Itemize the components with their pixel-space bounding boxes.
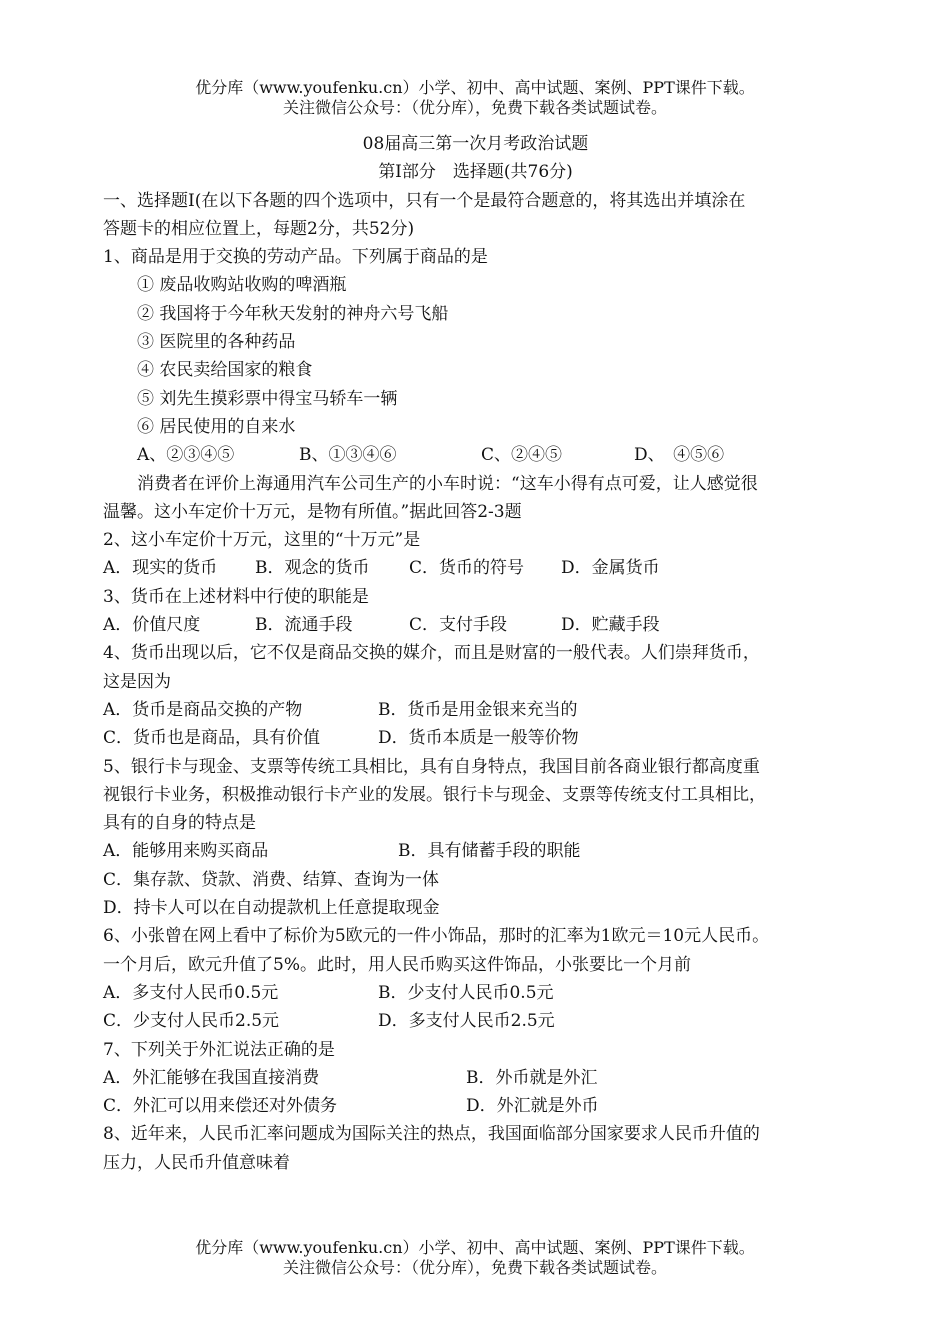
question-1-option-b: B、①③④⑥: [299, 445, 397, 466]
question-4-option-c: C．货币也是商品，具有价值: [103, 728, 321, 749]
question-6-option-b: B．少支付人民币0.5元: [378, 982, 554, 1003]
question-4-option-a: A．货币是商品交换的产物: [103, 699, 303, 720]
question-3-option-a: A．价值尺度: [103, 615, 201, 636]
question-8-stem-line-1: 8、近年来，人民币汇率问题成为国际关注的热点，我国面临部分国家要求人民币升值的: [103, 1124, 760, 1145]
question-1-item-3: ③ 医院里的各种药品: [137, 332, 296, 353]
question-5-stem-line-2: 视银行卡业务，积极推动银行卡产业的发展。银行卡与现金、支票等传统支付工具相比，: [103, 784, 766, 805]
question-2-option-c: C．货币的符号: [409, 558, 525, 579]
question-3-option-b: B．流通手段: [255, 615, 353, 636]
question-6-option-d: D．多支付人民币2.5元: [378, 1011, 555, 1032]
question-1-option-d: D、 ④⑤⑥: [634, 445, 725, 466]
question-4-stem-line-2: 这是因为: [103, 671, 171, 692]
header-line-2: 关注微信公众号：（优分库），免费下载各类试题试卷。: [282, 98, 667, 117]
question-1-options: [103, 441, 848, 469]
section-heading-line-2: 答题卡的相应位置上，每题2分，共52分): [103, 218, 415, 239]
question-1-option-a: A、②③④⑤: [137, 445, 235, 466]
question-5-option-b: B．具有储蓄手段的职能: [398, 841, 581, 862]
material-line-1: 消费者在评价上海通用汽车公司生产的小车时说：“这车小得有点可爱，让人感觉很: [137, 473, 758, 494]
question-7-option-c: C．外汇可以用来偿还对外债务: [103, 1096, 338, 1117]
question-7-options-row-2: [103, 1092, 848, 1120]
question-2-option-a: A．现实的货币: [103, 558, 218, 579]
header-line-1: 优分库（www.youfenku.cn）小学、初中、高中试题、案例、PPT课件下载。: [195, 78, 755, 97]
question-4-options-row-2: [103, 724, 848, 752]
question-4-stem-line-1: 4、货币出现以后，它不仅是商品交换的媒介，而且是财富的一般代表。人们崇拜货币，: [103, 643, 760, 664]
doc-title: 08届高三第一次月考政治试题: [362, 134, 589, 154]
question-3-options: [103, 611, 848, 639]
question-4-option-b: B．货币是用金银来充当的: [378, 699, 578, 720]
question-1-stem: 1、商品是用于交换的劳动产品。下列属于商品的是: [103, 247, 488, 268]
question-6-stem-line-1: 6、小张曾在网上看中了标价为5欧元的一件小饰品，那时的汇率为1欧元＝10元人民币。: [103, 926, 770, 947]
page-header: [0, 78, 950, 118]
question-6-option-a: A．多支付人民币0.5元: [103, 982, 279, 1003]
question-8-stem-line-2: 压力，人民币升值意味着: [103, 1152, 290, 1173]
material-line-2: 温馨。这小车定价十万元，是物有所值。”据此回答2-3题: [103, 501, 522, 522]
question-5-options-row-1: [103, 837, 848, 865]
question-3-option-c: C．支付手段: [409, 615, 508, 636]
question-7-options-row-1: [103, 1064, 848, 1092]
question-1-item-1: ① 废品收购站收购的啤酒瓶: [137, 275, 347, 296]
question-2-options: [103, 554, 848, 582]
question-4-option-d: D．货币本质是一般等价物: [378, 728, 579, 749]
question-6-option-c: C．少支付人民币2.5元: [103, 1011, 280, 1032]
question-7-option-d: D．外汇就是外币: [466, 1096, 599, 1117]
question-7-stem: 7、下列关于外汇说法正确的是: [103, 1039, 335, 1060]
question-1-item-6: ⑥ 居民使用的自来水: [137, 416, 296, 437]
question-3-stem: 3、货币在上述材料中行使的职能是: [103, 586, 369, 607]
question-7-option-a: A．外汇能够在我国直接消费: [103, 1067, 320, 1088]
question-5-option-c: C．集存款、贷款、消费、结算、查询为一体: [103, 869, 440, 890]
question-6-options-row-1: [103, 979, 848, 1007]
document-body: [103, 130, 848, 1177]
question-1-item-5: ⑤ 刘先生摸彩票中得宝马轿车一辆: [137, 388, 398, 409]
section-heading-line-1: 一、选择题Ⅰ(在以下各题的四个选项中，只有一个是最符合题意的，将其选出并填涂在: [103, 190, 746, 211]
question-2-stem: 2、这小车定价十万元，这里的“十万元”是: [103, 530, 421, 551]
page-footer: [0, 1238, 950, 1278]
question-1-item-2: ② 我国将于今年秋天发射的神舟六号飞船: [137, 303, 449, 324]
part-heading: 第Ⅰ部分 选择题(共76分): [378, 162, 573, 183]
footer-line-2: 关注微信公众号：（优分库），免费下载各类试题试卷。: [282, 1258, 667, 1277]
question-2-option-b: B．观念的货币: [255, 558, 370, 579]
question-1-option-c: C、②④⑤: [481, 445, 563, 466]
question-4-options-row-1: [103, 696, 848, 724]
question-1-item-4: ④ 农民卖给国家的粮食: [137, 360, 313, 381]
question-2-option-d: D．金属货币: [561, 558, 660, 579]
question-5-option-a: A．能够用来购买商品: [103, 841, 269, 862]
question-5-stem-line-1: 5、银行卡与现金、支票等传统工具相比，具有自身特点，我国目前各商业银行都高度重: [103, 756, 760, 777]
question-6-options-row-2: [103, 1007, 848, 1035]
question-5-stem-line-3: 具有的自身的特点是: [103, 813, 256, 834]
question-5-option-d: D．持卡人可以在自动提款机上任意提取现金: [103, 898, 440, 919]
question-3-option-d: D．贮藏手段: [561, 615, 660, 636]
footer-line-1: 优分库（www.youfenku.cn）小学、初中、高中试题、案例、PPT课件下载。: [195, 1238, 755, 1257]
question-7-option-b: B．外币就是外汇: [466, 1067, 598, 1088]
question-6-stem-line-2: 一个月后，欧元升值了5%。此时，用人民币购买这件饰品，小张要比一个月前: [103, 954, 691, 975]
